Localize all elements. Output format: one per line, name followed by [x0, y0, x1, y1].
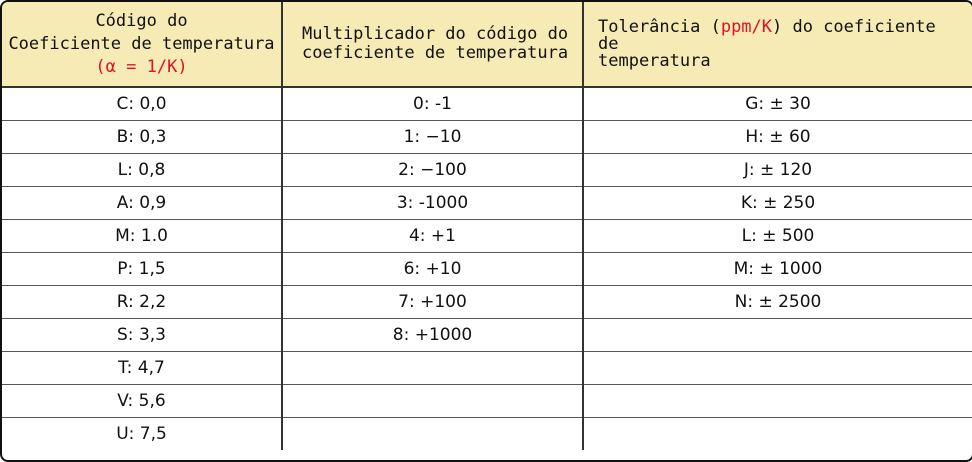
header-col3-line2: temperatura: [598, 50, 711, 71]
table-row: [2, 286, 972, 319]
header-col1-line1: Código do: [95, 10, 188, 31]
cell-temp-code: R: 2,2: [2, 286, 282, 319]
header-multiplier-code: [282, 2, 583, 87]
cell-tolerance: N: ± 2500: [583, 286, 972, 319]
cell-temp-code: L: 0,8: [2, 154, 282, 187]
header-col1-paren-open: (: [95, 56, 106, 77]
header-col2-line2: coeficiente de temperatura: [302, 43, 569, 63]
cell-multiplier: 6: +10: [282, 253, 583, 286]
cell-tolerance: [583, 352, 972, 385]
header-col3-after: ) do coeficiente de: [598, 16, 936, 54]
cell-multiplier: [282, 418, 583, 451]
table-row: [2, 121, 972, 154]
table-row: [2, 319, 972, 352]
cell-tolerance: K: ± 250: [583, 187, 972, 220]
header-temp-coefficient-code: [2, 2, 282, 87]
cell-temp-code: S: 3,3: [2, 319, 282, 352]
cell-multiplier: 8: +1000: [282, 319, 583, 352]
cell-multiplier: 7: +100: [282, 286, 583, 319]
cell-tolerance: M: ± 1000: [583, 253, 972, 286]
cell-multiplier: 3: -1000: [282, 187, 583, 220]
cell-tolerance: J: ± 120: [583, 154, 972, 187]
cell-temp-code: M: 1.0: [2, 220, 282, 253]
cell-temp-code: U: 7,5: [2, 418, 282, 451]
header-col2-line1: Multiplicador do código do: [302, 24, 569, 44]
header-tolerance: [583, 2, 972, 87]
cell-multiplier: [282, 352, 583, 385]
cell-temp-code: V: 5,6: [2, 385, 282, 418]
cell-multiplier: [282, 385, 583, 418]
cell-temp-code: T: 4,7: [2, 352, 282, 385]
table-row: [2, 87, 972, 121]
table-body: [2, 87, 972, 450]
cell-multiplier: 1: −10: [282, 121, 583, 154]
header-col1-paren-close: ): [177, 56, 188, 77]
cell-multiplier: 4: +1: [282, 220, 583, 253]
table-row: [2, 418, 972, 451]
header-row: [2, 2, 972, 87]
cell-tolerance: [583, 385, 972, 418]
temperature-coefficient-table: [2, 2, 972, 450]
table-row: [2, 187, 972, 220]
table-row: [2, 385, 972, 418]
cell-multiplier: 2: −100: [282, 154, 583, 187]
table-row: [2, 220, 972, 253]
cell-tolerance: G: ± 30: [583, 87, 972, 121]
table-row: [2, 154, 972, 187]
cell-multiplier: 0: -1: [282, 87, 583, 121]
cell-tolerance: H: ± 60: [583, 121, 972, 154]
header-col1-unit: α = 1/K: [105, 56, 178, 77]
cell-tolerance: L: ± 500: [583, 220, 972, 253]
table-row: [2, 253, 972, 286]
cell-temp-code: C: 0,0: [2, 87, 282, 121]
table-row: [2, 352, 972, 385]
header-col1-line2: Coeficiente de temperatura: [8, 33, 275, 54]
cell-tolerance: [583, 319, 972, 352]
cell-tolerance: [583, 418, 972, 451]
header-col3-unit: ppm/K: [720, 16, 773, 37]
cell-temp-code: P: 1,5: [2, 253, 282, 286]
header-col3-before: Tolerância (: [598, 16, 721, 37]
cell-temp-code: A: 0,9: [2, 187, 282, 220]
cell-temp-code: B: 0,3: [2, 121, 282, 154]
